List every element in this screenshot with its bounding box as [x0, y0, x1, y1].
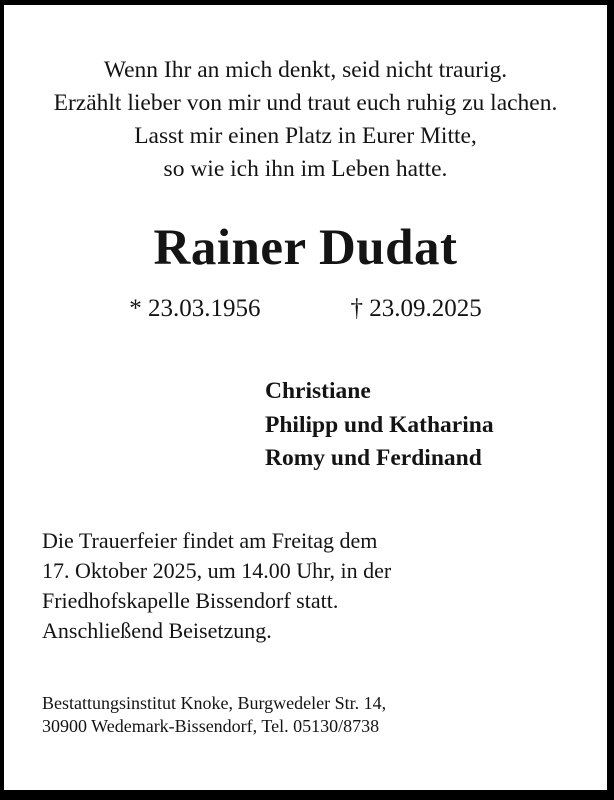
death-date: † 23.09.2025: [350, 295, 482, 322]
funeral-home-block: [42, 692, 607, 738]
poem-line: Erzählt lieber von mir und traut euch ruhig zu lachen.: [53, 90, 558, 116]
service-info-line: Friedhofskapelle Bissendorf statt.: [42, 587, 339, 613]
poem-line: Wenn Ihr an mich denkt, seid nicht traurig.: [103, 57, 508, 83]
service-info-block: [42, 526, 607, 646]
birth-date: * 23.03.1956: [129, 295, 261, 322]
mourner-line: Philipp und Katharina: [265, 411, 494, 438]
poem-block: [4, 54, 607, 186]
service-info-line: 17. Oktober 2025, um 14.00 Uhr, in der: [42, 557, 392, 583]
mourner-line: Romy und Ferdinand: [265, 445, 482, 471]
service-info-line: Anschließend Beisetzung.: [42, 617, 272, 643]
mourners-block: [265, 375, 607, 476]
funeral-home-line: 30900 Wedemark-Bissendorf, Tel. 05130/8738: [42, 715, 380, 736]
mourner-line: Christiane: [265, 378, 371, 404]
life-dates: [4, 292, 607, 326]
poem-line: Lasst mir einen Platz in Eurer Mitte,: [134, 123, 477, 149]
poem-line: so wie ich ihn im Leben hatte.: [163, 156, 448, 182]
funeral-home-line: Bestattungsinstitut Knoke, Burgwedeler Str. 14,: [42, 692, 387, 713]
deceased-name: Rainer Dudat: [153, 220, 458, 276]
service-info-line: Die Trauerfeier findet am Freitag dem: [42, 527, 378, 553]
